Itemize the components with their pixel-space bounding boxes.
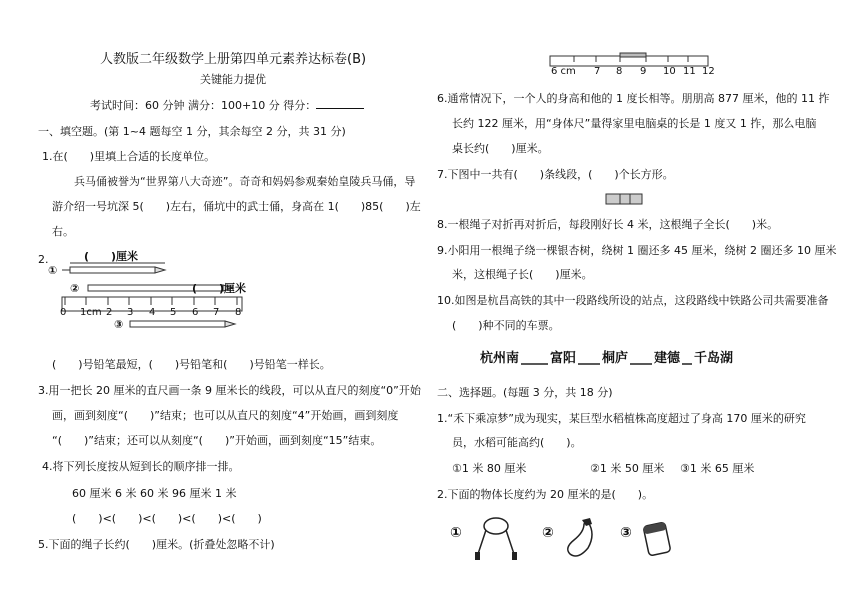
c1-option-3: ③1 米 65 厘米 bbox=[680, 462, 755, 475]
q1-paragraph-line2: 游介绍一号坑深 5( )左右，俑坑中的武士俑，身高在 1( )85( )左 bbox=[52, 200, 421, 213]
ruler-tick-0: 0 bbox=[60, 307, 67, 318]
eraser-icon bbox=[640, 514, 676, 560]
q6-line2: 长约 122 厘米，用“身体尺”量得家里电脑桌的长是 1 度又 1 拃，那么电脑 bbox=[452, 117, 817, 130]
top-ruler-tick-6: 12 bbox=[702, 66, 715, 77]
q1-title: 1.在( )里填上合适的长度单位。 bbox=[42, 150, 216, 163]
c2-option-number-2: ② bbox=[542, 525, 554, 541]
q9-line2: 米，这根绳子长( )厘米。 bbox=[452, 268, 593, 281]
c2: 2.下面的物体长度约为 20 厘米的是( )。 bbox=[437, 488, 654, 501]
c1-option-1: ①1 米 80 厘米 bbox=[452, 462, 527, 475]
q3-line2: 画，画到刻度“( )”结束；也可以从直尺的刻度“4”开始画，画到刻度 bbox=[52, 409, 399, 422]
ruler-tick-1: 1cm bbox=[80, 307, 102, 318]
top-ruler-tick-0: 6 cm bbox=[551, 66, 576, 77]
page-title: 人教版二年级数学上册第四单元素养达标卷(B) bbox=[100, 52, 367, 67]
pencil-ruler-figure bbox=[50, 255, 260, 340]
q4-order: ( )<( )<( )<( )<( ) bbox=[72, 512, 262, 525]
q3-line1: 3.用一把长 20 厘米的直尺画一条 9 厘米长的线段，可以从直尺的刻度“0”开始 bbox=[38, 384, 421, 397]
station-jiande: 建德 bbox=[654, 351, 681, 366]
page-subtitle: 关键能力提优 bbox=[200, 73, 266, 86]
q10-line1: 10.如图是杭昌高铁的其中一段路线所设的站点，这段路线中铁路公司共需要准备 bbox=[437, 294, 829, 307]
score-blank[interactable] bbox=[316, 98, 364, 109]
q3-line3: “( )”结束；还可以从刻度“( )”开始画，画到刻度“15”结束。 bbox=[52, 434, 382, 447]
q2-number: 2. bbox=[38, 253, 49, 266]
q4-items: 60 厘米 6 米 60 米 96 厘米 1 米 bbox=[72, 487, 237, 500]
c1-line1: 1.“禾下乘凉梦”成为现实，某巨型水稻植株高度超过了身高 170 厘米的研究 bbox=[437, 412, 806, 425]
eggplant-icon bbox=[562, 514, 602, 560]
ruler-tick-5: 5 bbox=[170, 307, 177, 318]
station-qiandaohu: 千岛湖 bbox=[694, 351, 734, 366]
station-hangzhounan: 杭州南 bbox=[480, 351, 520, 366]
c2-option-number-3: ③ bbox=[620, 525, 632, 541]
pencil-number-2: ② bbox=[70, 282, 80, 295]
pencil-number-1: ① bbox=[48, 264, 58, 277]
ruler-tick-7: 7 bbox=[213, 307, 220, 318]
q10-line2: ( )种不同的车票。 bbox=[452, 319, 560, 332]
q9-line1: 9.小阳用一根绳子绕一棵银杏树，绕树 1 圈还多 45 厘米，绕树 2 圈还多 10 厘米 bbox=[437, 244, 837, 257]
exam-info bbox=[90, 98, 364, 113]
q1-paragraph-line1: 兵马俑被誉为“世界第八大奇迹”。奇奇和妈妈参观秦始皇陵兵马俑，导 bbox=[74, 175, 416, 188]
pencil-1-label: ( )厘米 bbox=[84, 250, 139, 263]
q2-answer: ( )号铅笔最短，( )号铅笔和( )号铅笔一样长。 bbox=[52, 358, 331, 371]
top-ruler-tick-2: 8 bbox=[616, 66, 623, 77]
pencil-1 bbox=[62, 267, 165, 273]
section2-heading: 二、选择题。(每题 3 分，共 18 分) bbox=[437, 386, 613, 399]
station-fuyang: 富阳 bbox=[550, 351, 577, 366]
jump-rope-icon bbox=[472, 512, 522, 562]
c1-option-2: ②1 米 50 厘米 bbox=[590, 462, 665, 475]
c1-line2: 员，水稻可能高约( )。 bbox=[452, 436, 582, 449]
section1-heading: 一、填空题。(第 1~4 题每空 1 分，其余每空 2 分，共 31 分) bbox=[38, 125, 346, 138]
q6-line3: 桌长约( )厘米。 bbox=[452, 142, 549, 155]
ruler-tick-4: 4 bbox=[149, 307, 156, 318]
q1-paragraph-line3: 右。 bbox=[52, 225, 74, 238]
pencil-3 bbox=[130, 321, 235, 327]
q4-title: 4.将下列长度按从短到长的顺序排一排。 bbox=[42, 460, 240, 473]
q6-line1: 6.通常情况下，一个人的身高和他的 1 度长相等。朋朋高 877 厘米，他的 11 拃 bbox=[437, 92, 830, 105]
pencil-number-3: ③ bbox=[114, 318, 124, 331]
q7-rectangle-figure bbox=[606, 194, 646, 206]
q8: 8.一根绳子对折再对折后，每段刚好长 4 米，这根绳子全长( )米。 bbox=[437, 218, 779, 231]
rope-segment bbox=[620, 53, 646, 57]
top-ruler-tick-5: 11 bbox=[683, 66, 696, 77]
ruler-tick-8: 8 bbox=[235, 307, 242, 318]
station-tonglu: 桐庐 bbox=[602, 351, 629, 366]
q5: 5.下面的绳子长约( )厘米。(折叠处忽略不计) bbox=[38, 538, 275, 551]
ruler-tick-2: 2 bbox=[106, 307, 113, 318]
ruler-tick-3: 3 bbox=[127, 307, 134, 318]
q7: 7.下图中一共有( )条线段，( )个长方形。 bbox=[437, 168, 674, 181]
ruler-tick-6: 6 bbox=[192, 307, 199, 318]
pencil-2-label: ( )厘米 bbox=[192, 282, 247, 295]
top-ruler-tick-4: 10 bbox=[663, 66, 676, 77]
top-ruler-tick-1: 7 bbox=[594, 66, 601, 77]
exam-info-text: 考试时间：60 分钟 满分：100+10 分 得分： bbox=[90, 99, 317, 112]
top-ruler-tick-3: 9 bbox=[640, 66, 647, 77]
c2-option-number-1: ① bbox=[450, 525, 462, 541]
